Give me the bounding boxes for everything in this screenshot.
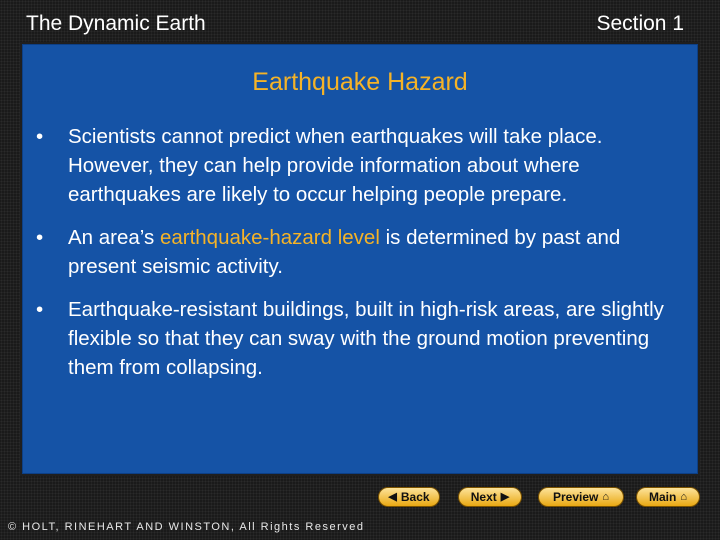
back-button[interactable] [378, 487, 440, 507]
main-button[interactable] [636, 487, 700, 507]
next-label: Next [470, 490, 497, 504]
bullet-marker: • [36, 298, 44, 321]
main-label: Main [649, 490, 677, 504]
bullet-item [36, 295, 686, 382]
header-title: The Dynamic Earth [26, 12, 206, 35]
copyright-footer: © HOLT, RINEHART AND WINSTON, All Rights Reserved [8, 521, 365, 533]
chevron-left-icon: ◀ [388, 491, 397, 503]
home-icon: ⌂ [680, 491, 687, 503]
bullet-marker: • [36, 226, 44, 249]
chevron-right-icon: ▶ [500, 491, 510, 503]
navigation-bar [0, 487, 720, 511]
home-icon: ⌂ [602, 491, 610, 503]
preview-label: Preview [552, 490, 599, 504]
next-button[interactable] [458, 487, 522, 507]
bullet-text: Scientists cannot predict when earthquakes will take place. However, they can help provide information about where earthquakes are likely to occur helping people prepare. [68, 125, 603, 206]
bullet-text-after: is determined by past and present seismic activity. [68, 226, 621, 278]
bullet-item [36, 223, 686, 281]
bullet-item [36, 122, 686, 209]
bullet-list [36, 122, 686, 396]
bullet-text-before: An area’s [68, 226, 160, 249]
section-label: Section 1 [596, 12, 684, 35]
back-label: Back [400, 490, 430, 504]
bullet-text: Earthquake-resistant buildings, built in high-risk areas, are slightly flexible so that they can sway with the ground motion preventing them from collapsing. [68, 298, 664, 379]
bullet-marker: • [36, 125, 44, 148]
key-term: earthquake-hazard level [159, 226, 380, 249]
preview-button[interactable] [538, 487, 624, 507]
slide-title: Earthquake Hazard [252, 68, 468, 96]
